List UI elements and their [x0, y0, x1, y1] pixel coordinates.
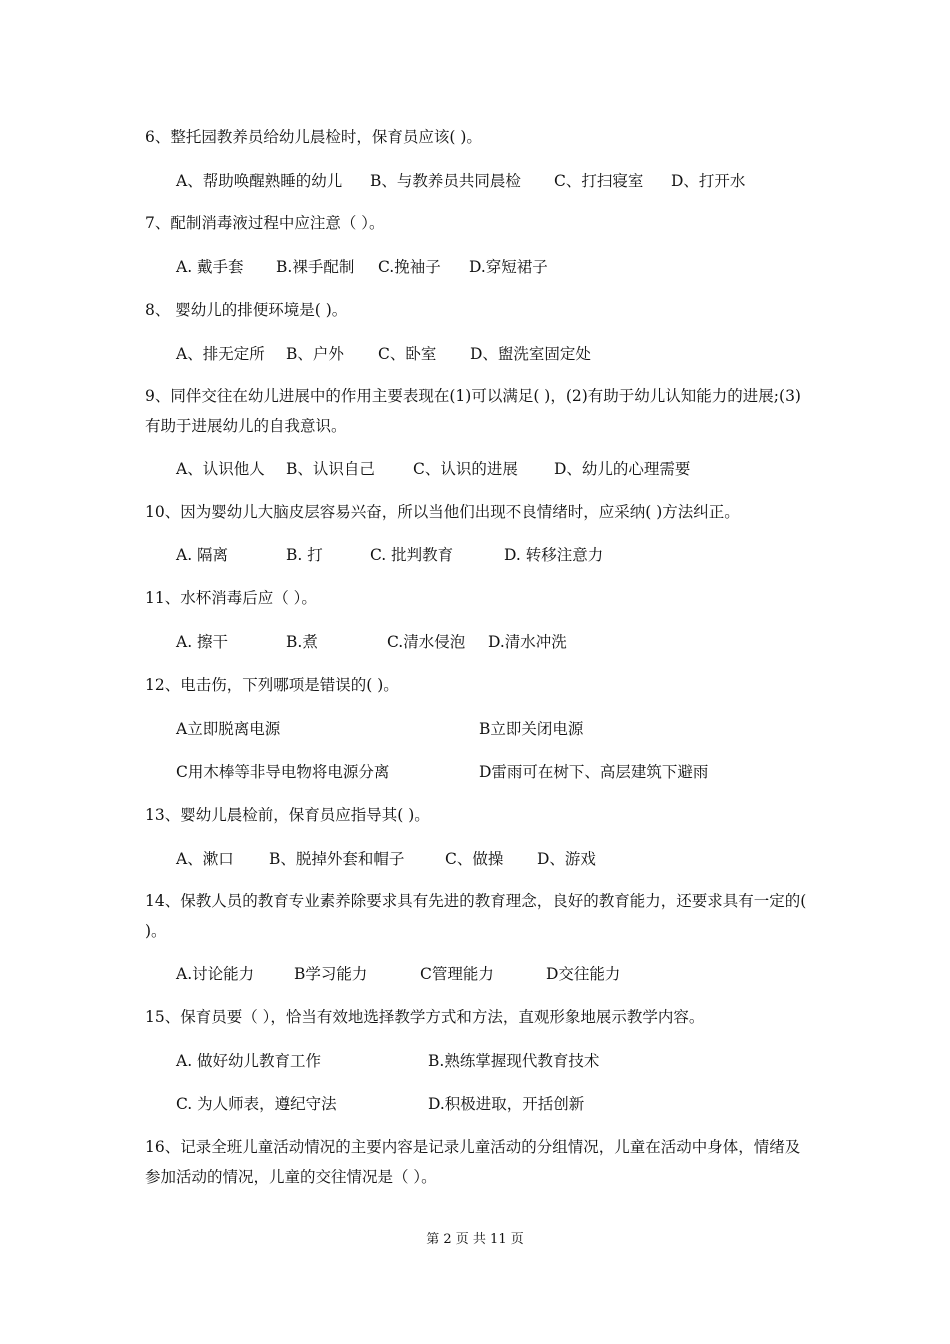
option: B、认识自己 — [286, 460, 375, 478]
question-9: 9、同伴交往在幼儿进展中的作用主要表现在(1)可以满足( )，(2)有助于幼儿认知能力的进展;(3)有助于进展幼儿的自我意识。 — [145, 387, 801, 435]
option: C. 为人师表，遵纪守法 — [176, 1095, 337, 1113]
option: A. 做好幼儿教育工作 — [176, 1052, 322, 1070]
question-13: 13、婴幼儿晨检前，保育员应指导其( )。 — [145, 806, 430, 824]
option: A、帮助唤醒熟睡的幼儿 — [176, 172, 343, 190]
option: C、做操 — [445, 850, 504, 868]
option: C管理能力 — [420, 965, 494, 983]
question-12: 12、电击伤，下列哪项是错误的( )。 — [145, 676, 399, 694]
option: B.煮 — [286, 633, 318, 651]
question-8: 8、 婴幼儿的排便环境是( )。 — [145, 301, 348, 319]
question-6: 6、整托园教养员给幼儿晨检时，保育员应该( )。 — [145, 128, 482, 146]
option: B. 打 — [286, 546, 323, 564]
option: D交往能力 — [546, 965, 621, 983]
option: A立即脱离电源 — [176, 720, 281, 738]
option: A、认识他人 — [176, 460, 265, 478]
question-16: 16、记录全班儿童活动情况的主要内容是记录儿童活动的分组情况，儿童在活动中身体，情绪及参加活动的情况，儿童的交往情况是（ ）。 — [145, 1138, 801, 1186]
option: C、卧室 — [378, 345, 437, 363]
option: A. 戴手套 — [176, 258, 244, 276]
option: C、认识的进展 — [413, 460, 518, 478]
option: A.讨论能力 — [176, 965, 255, 983]
option: D.积极进取，开括创新 — [428, 1095, 585, 1113]
question-14: 14、保教人员的教育专业素养除要求具有先进的教育理念，良好的教育能力，还要求具有一定的( )。 — [145, 892, 807, 940]
option: D、打开水 — [671, 172, 746, 190]
question-11: 11、水杯消毒后应（ ）。 — [145, 589, 317, 607]
option: C. 批判教育 — [370, 546, 454, 564]
option: B、与教养员共同晨检 — [370, 172, 521, 190]
option: D.清水冲洗 — [488, 633, 567, 651]
option: B.熟练掌握现代教育技术 — [428, 1052, 600, 1070]
page-number-footer: 第 2 页 共 11 页 — [426, 1232, 524, 1247]
option: A、排无定所 — [176, 345, 265, 363]
option: A. 隔离 — [176, 546, 229, 564]
option: C用木棒等非导电物将电源分离 — [176, 763, 390, 781]
question-15: 15、保育员要（ ），恰当有效地选择教学方式和方法，直观形象地展示教学内容。 — [145, 1008, 705, 1026]
option: D雷雨可在树下、高层建筑下避雨 — [479, 763, 709, 781]
option: D、幼儿的心理需要 — [554, 460, 691, 478]
option: C.挽袖子 — [378, 258, 441, 276]
option: D、游戏 — [537, 850, 596, 868]
option: B、户外 — [286, 345, 344, 363]
option: B立即关闭电源 — [479, 720, 584, 738]
option: B、脱掉外套和帽子 — [269, 850, 405, 868]
option: C.清水侵泡 — [387, 633, 466, 651]
option: D、盥洗室固定处 — [470, 345, 591, 363]
option: D.穿短裙子 — [469, 258, 548, 276]
option: A. 擦干 — [176, 633, 229, 651]
option: B学习能力 — [294, 965, 368, 983]
question-7: 7、配制消毒液过程中应注意（ ）。 — [145, 214, 385, 232]
option: C、打扫寝室 — [554, 172, 644, 190]
option: B.裸手配制 — [276, 258, 355, 276]
option: D. 转移注意力 — [504, 546, 604, 564]
question-10: 10、因为婴幼儿大脑皮层容易兴奋，所以当他们出现不良情绪时，应采纳( )方法纠正。 — [145, 503, 740, 521]
option: A、漱口 — [176, 850, 234, 868]
